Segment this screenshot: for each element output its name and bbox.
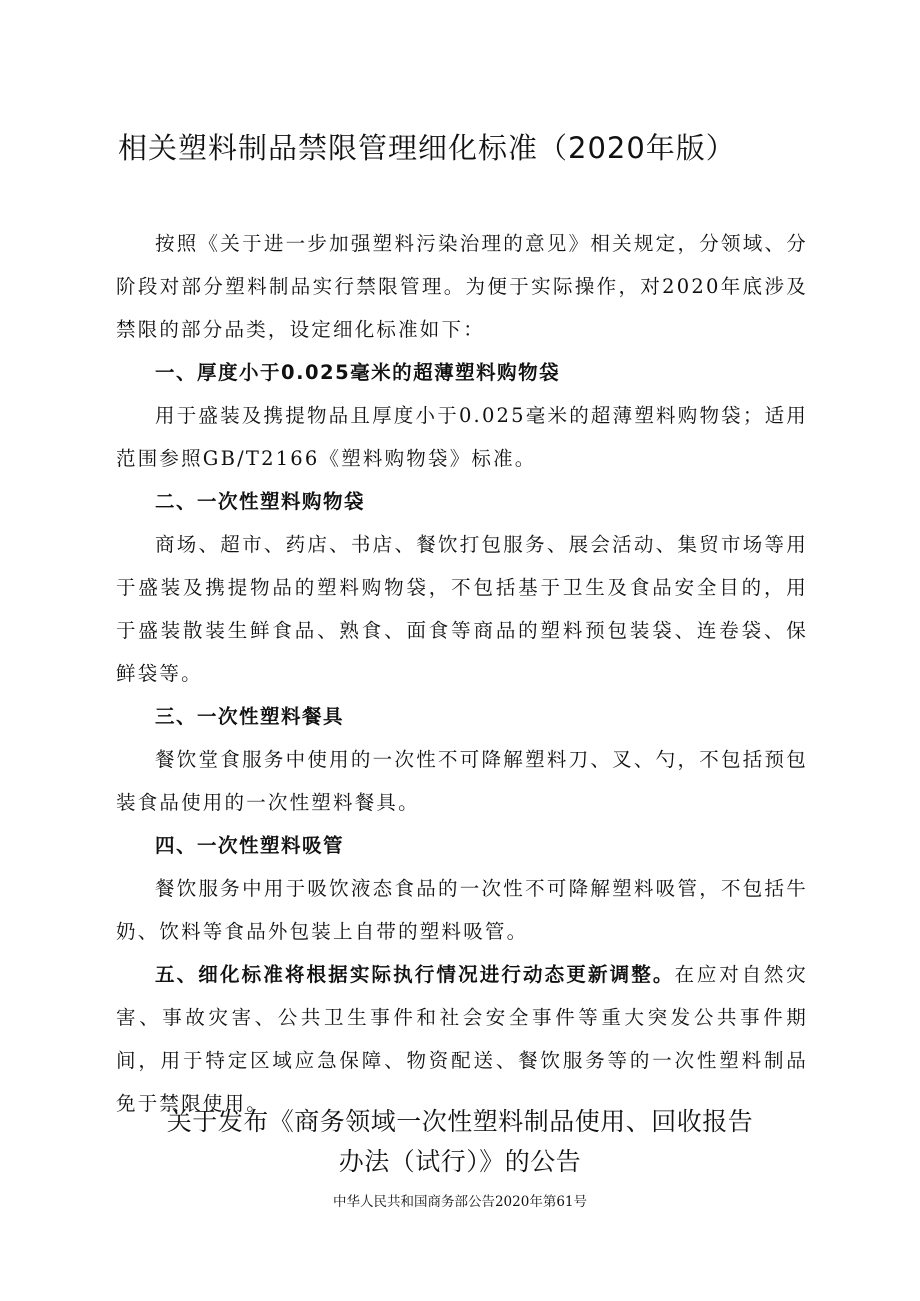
notice-title-line-1: 关于发布《商务领域一次性塑料制品使用、回收报告 <box>166 1107 754 1136</box>
section-5-lead: 五、细化标准将根据实际执行情况进行动态更新调整。 <box>155 963 675 986</box>
section-5-text: 在应对自然灾害、事故灾害、公共卫生事件和社会安全事件等重大突发公共事件期间，用于特定区域应急保障、物资配送、餐饮服务等的一次性塑料制品免于禁限使用。 <box>116 963 808 1115</box>
notice-subtitle: 中华人民共和国商务部公告2020年第61号 <box>332 1194 588 1210</box>
section-4-paragraph: 餐饮服务中用于吸饮液态食品的一次性不可降解塑料吸管，不包括牛奶、饮料等食品外包装上自带的塑料吸管。 <box>116 877 808 943</box>
notice-title-line-2: 办法（试行）》的公告 <box>338 1147 582 1176</box>
section-1-heading: 一、厚度小于0.025毫米的超薄塑料购物袋 <box>155 361 561 384</box>
document-body <box>116 222 808 1125</box>
section-1-paragraph: 用于盛装及携提物品且厚度小于0.025毫米的超薄塑料购物袋；适用范围参照GB/T2166《塑料购物袋》标准。 <box>116 404 808 470</box>
document-title: 相关塑料制品禁限管理细化标准（2020年版） <box>118 131 736 165</box>
section-2-paragraph: 商场、超市、药店、书店、餐饮打包服务、展会活动、集贸市场等用于盛装及携提物品的塑料购物袋，不包括基于卫生及食品安全目的，用于盛装散装生鲜食品、熟食、面食等商品的塑料预包装袋、连卷袋、保鲜袋等。 <box>116 533 808 685</box>
section-4-heading: 四、一次性塑料吸管 <box>155 834 345 857</box>
section-3-paragraph: 餐饮堂食服务中使用的一次性不可降解塑料刀、叉、勺，不包括预包装食品使用的一次性塑料餐具。 <box>116 748 808 814</box>
section-3-heading: 三、一次性塑料餐具 <box>155 705 345 728</box>
intro-paragraph: 按照《关于进一步加强塑料污染治理的意见》相关规定，分领域、分阶段对部分塑料制品实行禁限管理。为便于实际操作，对2020年底涉及禁限的部分品类，设定细化标准如下： <box>116 232 808 341</box>
section-2-heading: 二、一次性塑料购物袋 <box>155 490 366 513</box>
